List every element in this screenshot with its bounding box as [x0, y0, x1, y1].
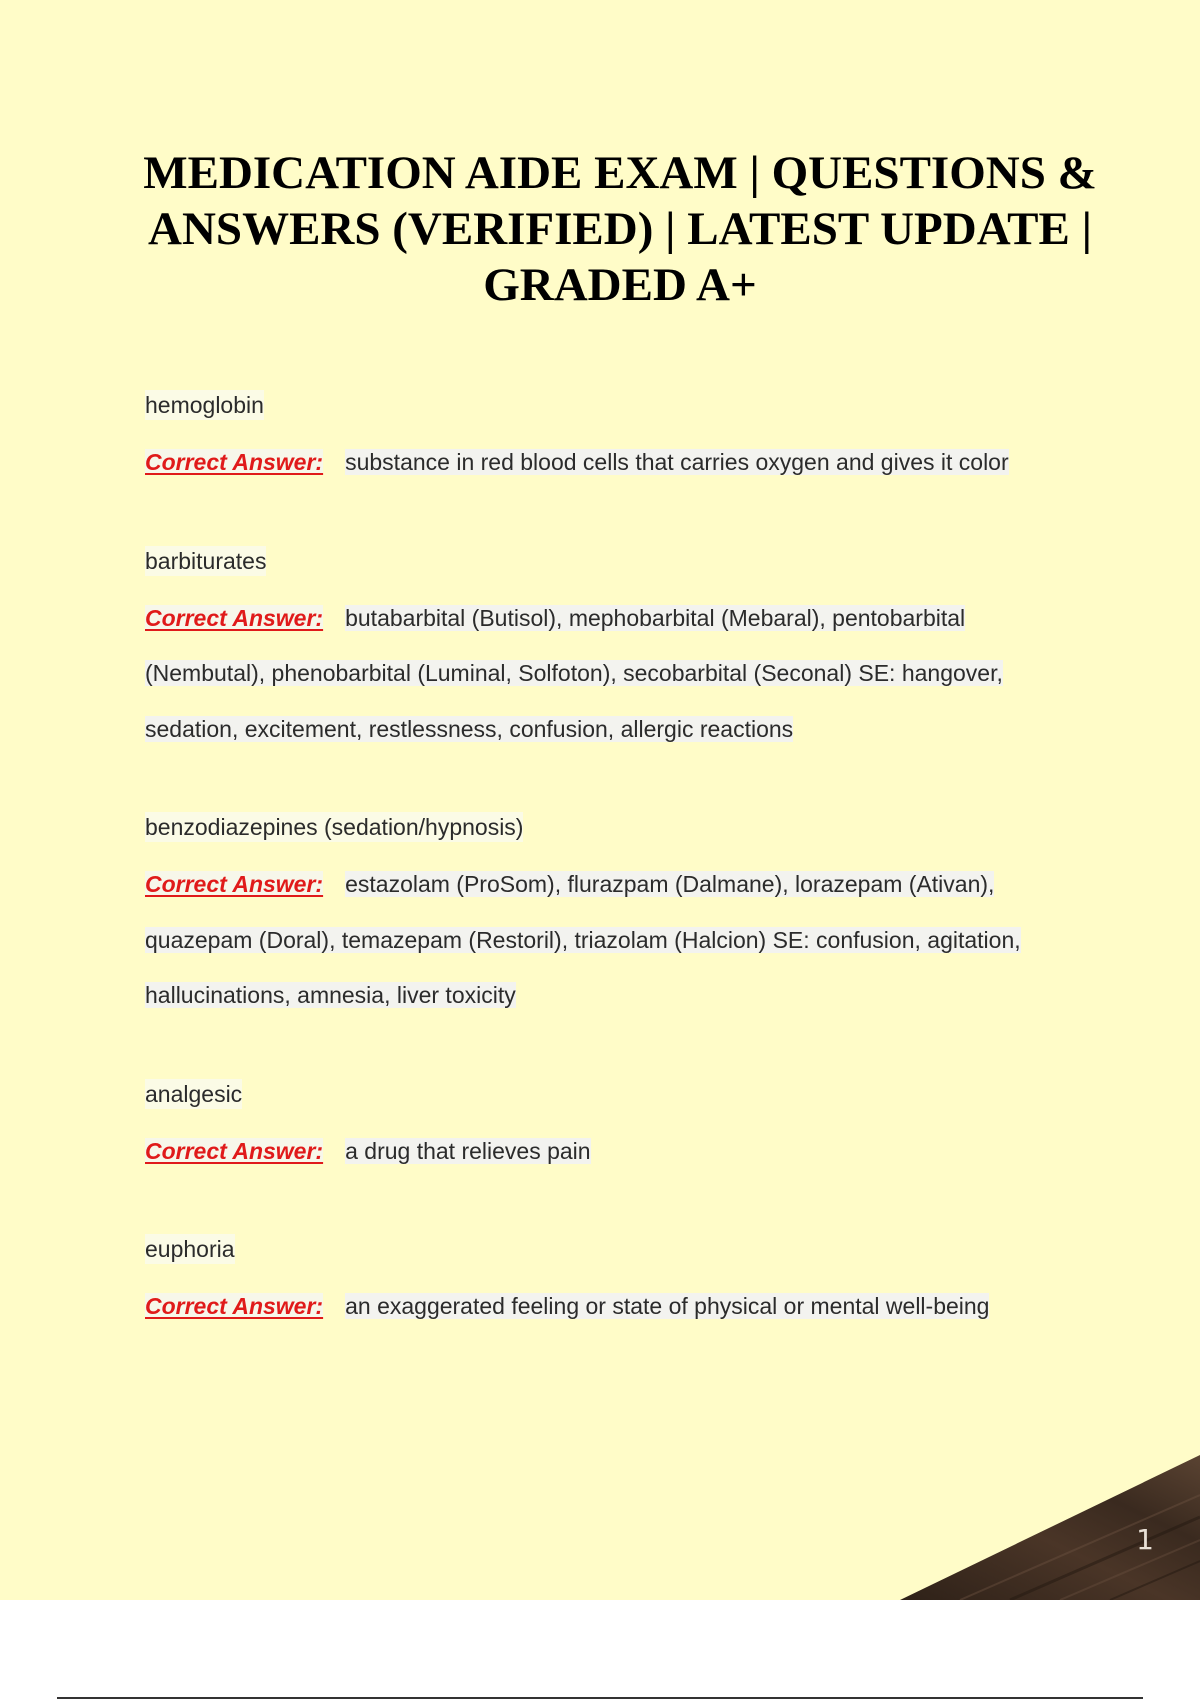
document-title: MEDICATION AIDE EXAM | QUESTIONS & ANSWERS (VERIFIED) | LATEST UPDATE | GRADED A+ — [143, 147, 1097, 311]
answer-text: estazolam (ProSom), flurazpam (Dalmane), lorazepam (Ativan), quazepam (Doral), temazepam (Restoril), triazolam (Halcion) SE: confusion, agitation, hallucinations, amnesia, liver toxicity — [145, 871, 1021, 1008]
page-number: 1 — [1136, 1523, 1154, 1556]
correct-answer-label: Correct Answer: — [145, 1293, 324, 1319]
answer-text: substance in red blood cells that carries oxygen and gives it color — [345, 449, 1009, 475]
question-term: barbiturates — [145, 547, 267, 574]
correct-answer-label: Correct Answer: — [145, 604, 324, 631]
correct-answer-label: Correct Answer: — [145, 449, 324, 475]
question-term: hemoglobin — [145, 392, 264, 418]
answer-line — [145, 1279, 1085, 1335]
correct-answer-label: Correct Answer: — [145, 1137, 324, 1164]
footer-divider — [57, 1697, 1143, 1699]
qa-item — [145, 546, 1085, 758]
question-term: euphoria — [145, 1236, 235, 1262]
answer-text: butabarbital (Butisol), mephobarbital (Mebaral), pentobarbital (Nembutal), phenobarbital (Luminal, Solfoton), secobarbital (Seconal) SE: hangover, sedation, excitement, restlessness, confusion, allergic reactions — [145, 604, 1003, 742]
answer-text: a drug that relieves pain — [345, 1137, 591, 1164]
correct-answer-label: Correct Answer: — [145, 871, 324, 897]
question-term: analgesic — [145, 1080, 243, 1107]
answer-line — [145, 591, 1085, 758]
qa-item — [145, 390, 1085, 491]
qa-list — [145, 390, 1085, 1390]
qa-item — [145, 1079, 1085, 1180]
qa-item — [145, 812, 1085, 1024]
answer-line — [145, 857, 1085, 1024]
qa-item — [145, 1234, 1085, 1335]
question-term: benzodiazepines (sedation/hypnosis) — [145, 814, 524, 840]
answer-line — [145, 1124, 1085, 1180]
answer-text: an exaggerated feeling or state of physical or mental well-being — [345, 1293, 990, 1319]
answer-line — [145, 435, 1085, 491]
